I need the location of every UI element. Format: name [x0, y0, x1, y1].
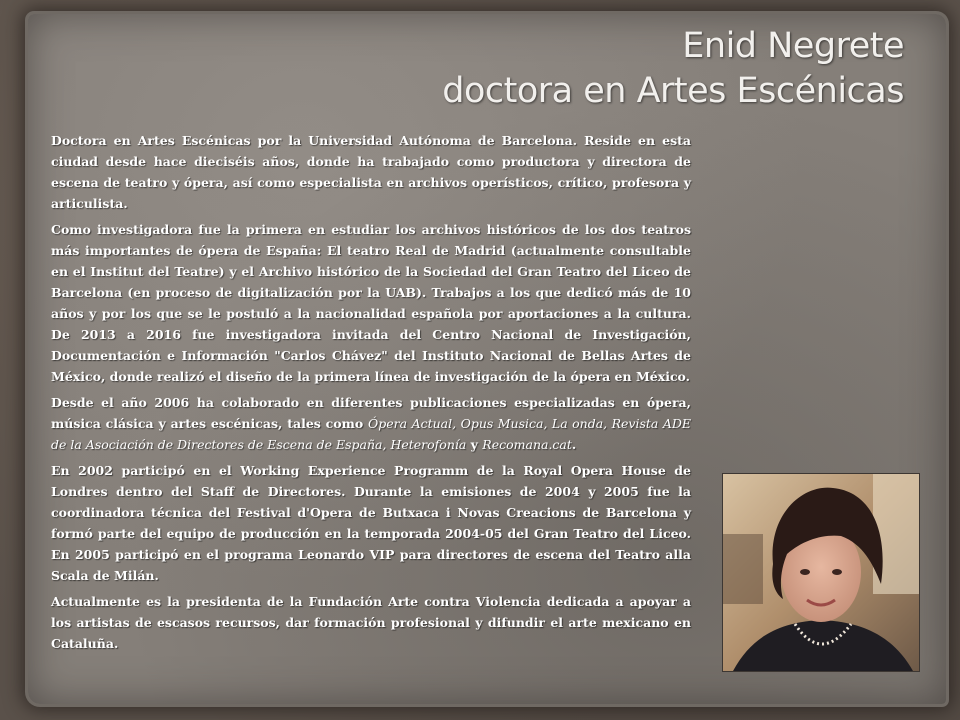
paragraph-research: Como investigadora fue la primera en estudiar los archivos históricos de los dos teatros más importantes de ópera de España: El teatro Real de Madrid (actualmente consultable en el Institut del Teatre) y el Archivo histórico de la Sociedad del Gran Teatro del Liceo de Barcelona (en proceso de digitalización por la UAB). Trabajos a los que dedicó más de 10 años y por los que se le postuló a la nacionalidad española por aportaciones a la cultura. De 2013 a 2016 fue investigadora invitada del Centro Nacional de Investigación, Documentación e Información "Carlos Chávez" del Instituto Nacional de Bellas Artes de México, donde realizó el diseño de la primera línea de investigación de la ópera en México. — [51, 222, 691, 384]
publications-last: Recomana.cat — [482, 437, 572, 452]
paragraph-education: Doctora en Artes Escénicas por la Universidad Autónoma de Barcelona. Reside en esta ciudad desde hace dieciséis años, donde ha trabajado como productora y directora de escena de teatro y ópera, así como especialista en archivos operísticos, crítico, profesora y articulista. — [51, 133, 691, 211]
paragraph-publications — [51, 392, 691, 455]
slide-title — [442, 24, 904, 114]
title-name: Enid Negrete — [682, 26, 904, 66]
biography-text — [51, 130, 691, 659]
publications-end: . — [571, 437, 577, 452]
portrait-photo — [722, 473, 920, 672]
paragraph-foundation: Actualmente es la presidenta de la Fundación Arte contra Violencia dedicada a apoyar a los artistas de escasos recursos, dar formación profesional y difundir el arte mexicano en Cataluña. — [51, 594, 691, 651]
paragraph-experience: En 2002 participó en el Working Experience Programm de la Royal Opera House de Londres dentro del Staff de Directores. Durante la emisiones de 2004 y 2005 fue la coordinadora técnica del Festival d'Opera de Butxaca i Novas Creacions de Barcelona y formó parte del equipo de producción en la temporada 2004-05 del Gran Teatro del Liceo. En 2005 participó en el programa Leonardo VIP para directores de escena del Teatro alla Scala de Milán. — [51, 463, 691, 583]
publications-list: Ópera Actual, Opus Musica, La onda, Revista ADE de la Asociación de Directores de Escena de España, Heterofonía — [51, 416, 691, 452]
publications-intro: Desde el año 2006 ha colaborado en diferentes publicaciones especializadas en ópera, música clásica y artes escénicas, tales como — [51, 395, 691, 431]
publications-and: y — [466, 437, 483, 452]
title-subtitle: doctora en Artes Escénicas — [442, 71, 904, 111]
